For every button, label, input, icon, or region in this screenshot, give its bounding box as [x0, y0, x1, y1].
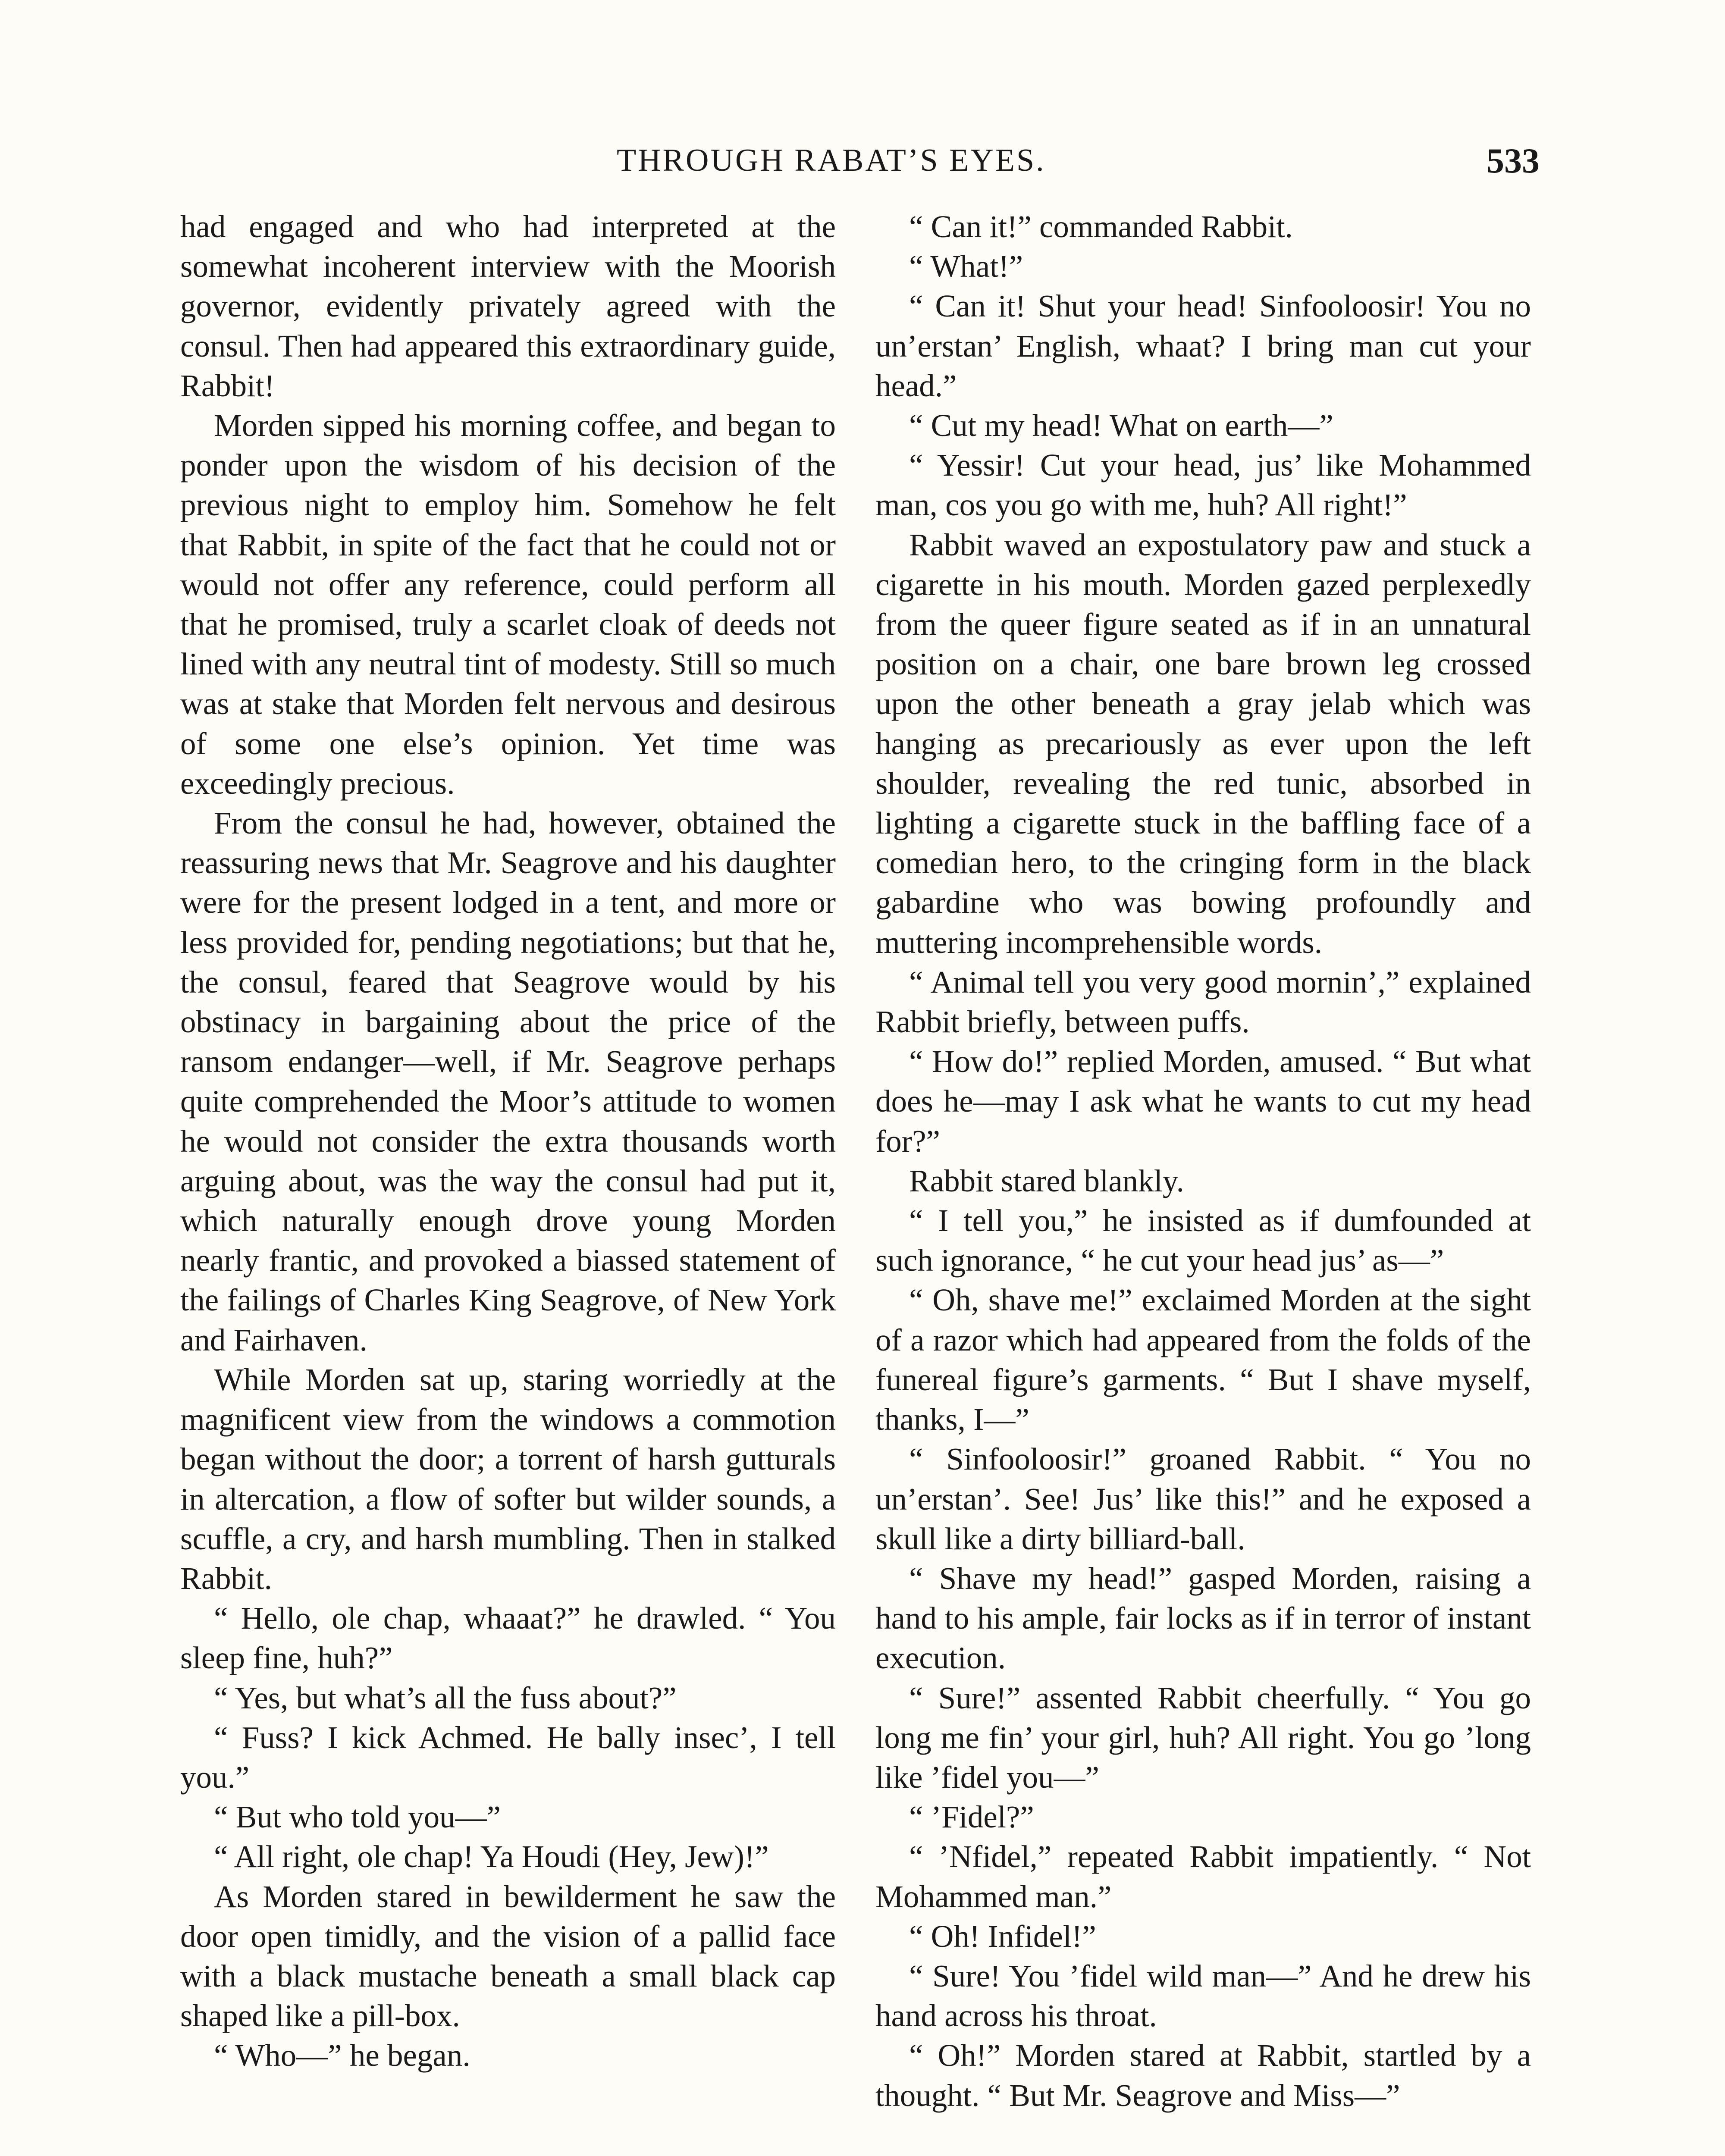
page-number: 533 [1487, 141, 1540, 180]
paragraph: “ I tell you,” he insisted as if dumfounded at such ignorance, “ he cut your head jus’ as—” [875, 1203, 1531, 1278]
paragraph: “ Animal tell you very good mornin’,” explained Rabbit briefly, between puffs. [875, 964, 1531, 1040]
paragraph: “ But who told you—” [214, 1799, 501, 1835]
paragraph: “ Oh, shave me!” exclaimed Morden at the sight of a razor which had appeared from the folds of the funereal figure’s garments. “ But I shave myself, thanks, I—” [875, 1282, 1531, 1437]
paragraph: “ Cut my head! What on earth—” [909, 408, 1333, 443]
right-column [875, 207, 1531, 2115]
paragraph: “ Yessir! Cut your head, jus’ like Mohammed man, cos you go with me, huh? All right!” [875, 448, 1531, 523]
paragraph: From the consul he had, however, obtained the reassuring news that Mr. Seagrove and his daughter were for the present lodged in a tent, and more or less provided for, pending negotiations; but that he, the consul, feared that Seagrove would by his obstinacy in bargaining about the price of the ransom endanger—well, if Mr. Seagrove perhaps quite comprehended the Moor’s attitude to women he would not consider the extra thousands worth arguing about, was the way the consul had put it, which naturally enough drove young Morden nearly frantic, and provoked a biassed statement of the failings of Charles King Seagrove, of New York and Fairhaven. [180, 805, 836, 1357]
running-title: THROUGH RABAT’S EYES. [617, 143, 1046, 178]
paragraph: “ How do!” replied Morden, amused. “ But what does he—may I ask what he wants to cut my head for?” [875, 1044, 1531, 1159]
paragraph: “ Yes, but what’s all the fuss about?” [214, 1680, 677, 1715]
paragraph: “ Sinfooloosir!” groaned Rabbit. “ You no un’erstan’. See! Jus’ like this!” and he exposed a skull like a dirty billiard-ball. [875, 1442, 1531, 1556]
paragraph: “ Can it!” commanded Rabbit. [909, 209, 1293, 244]
paragraph: “ Who—” he began. [214, 2038, 470, 2073]
paragraph: “ Sure! You ’fidel wild man—” And he drew his hand across his throat. [875, 1958, 1531, 2034]
paragraph: Rabbit stared blankly. [909, 1163, 1184, 1198]
paragraph: While Morden sat up, staring worriedly at the magnificent view from the windows a commotion began without the door; a torrent of harsh gutturals in altercation, a flow of softer but wilder sounds, a scuffle, a cry, and harsh mumbling. Then in stalked Rabbit. [180, 1362, 836, 1596]
paragraph: “ Hello, ole chap, whaaat?” he drawled. “ You sleep fine, huh?” [180, 1601, 836, 1676]
paragraph: Morden sipped his morning coffee, and began to ponder upon the wisdom of his decision of the previous night to employ him. Somehow he felt that Rabbit, in spite of the fact that he could not or would not offer any reference, could perform all that he promised, truly a scarlet cloak of deeds not lined with any neutral tint of modesty. Still so much was at stake that Morden felt nervous and desirous of some one else’s opinion. Yet time was exceedingly precious. [180, 408, 836, 801]
paragraph: Rabbit waved an expostulatory paw and stuck a cigarette in his mouth. Morden gazed perplexedly from the queer figure seated as if in an unnatural position on a chair, one bare brown leg crossed upon the other beneath a gray jelab which was hanging as precariously as ever upon the left shoulder, revealing the red tunic, absorbed in lighting a cigarette stuck in the baffling face of a comedian hero, to the cringing form in the black gabardine who was bowing profoundly and muttering incomprehensible words. [875, 527, 1531, 960]
paragraph: “ All right, ole chap! Ya Houdi (Hey, Jew)!” [214, 1839, 769, 1874]
paragraph: “ Shave my head!” gasped Morden, raising a hand to his ample, fair locks as if in terror of instant execution. [875, 1561, 1531, 1676]
left-column [180, 207, 836, 2076]
paragraph: “ Oh!” Morden stared at Rabbit, startled by a thought. “ But Mr. Seagrove and Miss—” [875, 2038, 1531, 2113]
paragraph: “ Fuss? I kick Achmed. He bally insec’, I tell you.” [180, 1720, 836, 1795]
paragraph: “ What!” [909, 249, 1023, 284]
paragraph: “ ’Fidel?” [909, 1799, 1034, 1835]
paragraph: “ ’Nfidel,” repeated Rabbit impatiently. “ Not Mohammed man.” [875, 1839, 1531, 1914]
page-header [181, 142, 1540, 190]
paragraph: “ Oh! Infidel!” [909, 1918, 1096, 1954]
paragraph: “ Can it! Shut your head! Sinfooloosir! You no un’erstan’ English, whaat? I bring man cut your head.” [875, 288, 1531, 403]
paragraph: “ Sure!” assented Rabbit cheerfully. “ You go long me fin’ your girl, huh? All right. You go ’long like ’fidel you—” [875, 1680, 1531, 1795]
paragraph: had engaged and who had interpreted at the somewhat incoherent interview with the Moorish governor, evidently privately agreed with the consul. Then had appeared this extraordinary guide, Rabbit! [180, 209, 836, 403]
paragraph: As Morden stared in bewilderment he saw the door open timidly, and the vision of a pallid face with a black mustache beneath a small black cap shaped like a pill-box. [180, 1879, 836, 2034]
